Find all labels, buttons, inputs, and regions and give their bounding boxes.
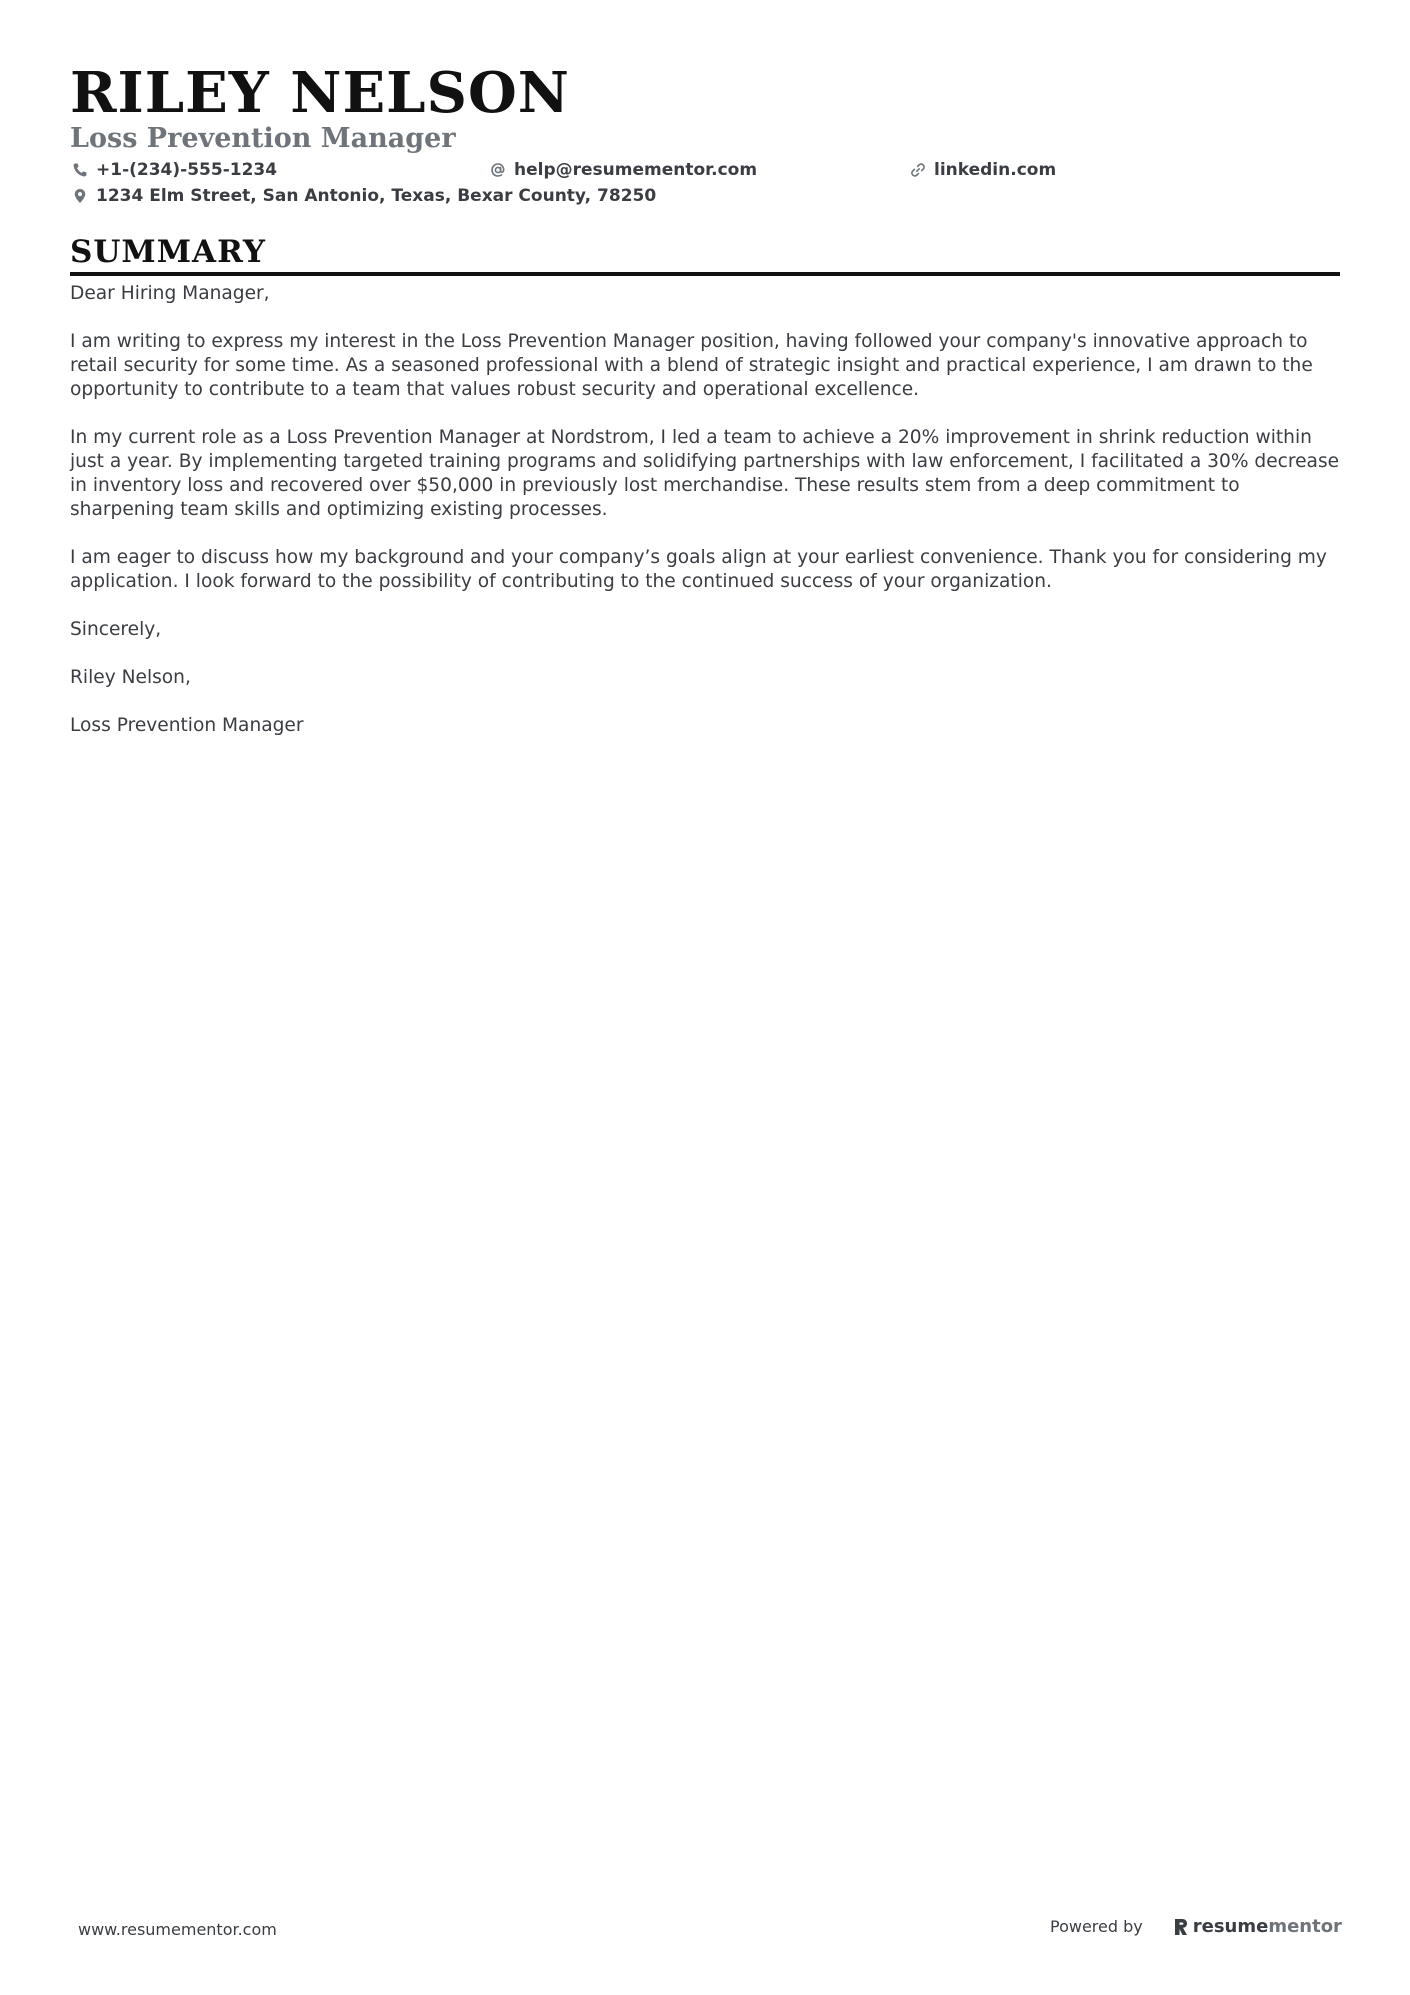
contact-email[interactable] — [490, 158, 757, 182]
phone-icon — [72, 162, 88, 178]
footer-website[interactable]: www.resumementor.com — [78, 1920, 277, 1939]
resumementor-logo-icon — [1173, 1917, 1189, 1937]
signature-name: Riley Nelson, — [70, 667, 191, 688]
location-pin-icon — [72, 188, 88, 204]
job-title: Loss Prevention Manager — [70, 123, 456, 154]
cover-letter-body — [70, 282, 1340, 762]
phone-text: +1-(234)-555-1234 — [96, 160, 278, 180]
letter-paragraph: I am eager to discuss how my background and your company’s goals align at your earliest convenience. Thank you for considering my application. I look forward to the possibility of contributing to the continued success of your organization. — [70, 547, 1327, 592]
brand-logo[interactable] — [1173, 1916, 1342, 1937]
email-text[interactable]: help@resumementor.com — [514, 160, 758, 180]
brand-text-resume: resume — [1192, 1916, 1269, 1937]
at-sign-icon — [490, 162, 506, 178]
brand-text-mentor: mentor — [1268, 1916, 1342, 1937]
candidate-name: RILEY NELSON — [70, 60, 570, 126]
linkedin-text[interactable]: linkedin.com — [934, 160, 1057, 180]
letter-paragraph: I am writing to express my interest in the Loss Prevention Manager position, having followed your company's innovative approach to retail security for some time. As a seasoned professional with a blend of strategic insight and practical experience, I am drawn to the opportunity to contribute to a team that values robust security and operational excellence. — [70, 331, 1313, 400]
letter-paragraph: In my current role as a Loss Prevention Manager at Nordstrom, I led a team to achieve a 20% improvement in shrink reduction within just a year. By implementing targeted training programs and solidifying partnerships with law enforcement, I facilitated a 30% decrease in inventory loss and recovered over $50,000 in previously lost merchandise. These results stem from a deep commitment to sharpening team skills and optimizing existing processes. — [70, 427, 1340, 520]
contact-phone — [72, 158, 277, 182]
link-icon — [910, 162, 926, 178]
contact-linkedin[interactable] — [910, 158, 1056, 182]
section-heading-summary: SUMMARY — [70, 232, 1340, 276]
letter-closing: Sincerely, — [70, 619, 162, 640]
footer-branding — [1050, 1916, 1342, 1937]
powered-by-text: Powered by — [1050, 1917, 1143, 1936]
letter-salutation: Dear Hiring Manager, — [70, 283, 270, 304]
signature-title: Loss Prevention Manager — [70, 715, 304, 736]
contact-address — [72, 184, 656, 208]
address-text: 1234 Elm Street, San Antonio, Texas, Bexar County, 78250 — [96, 186, 657, 206]
